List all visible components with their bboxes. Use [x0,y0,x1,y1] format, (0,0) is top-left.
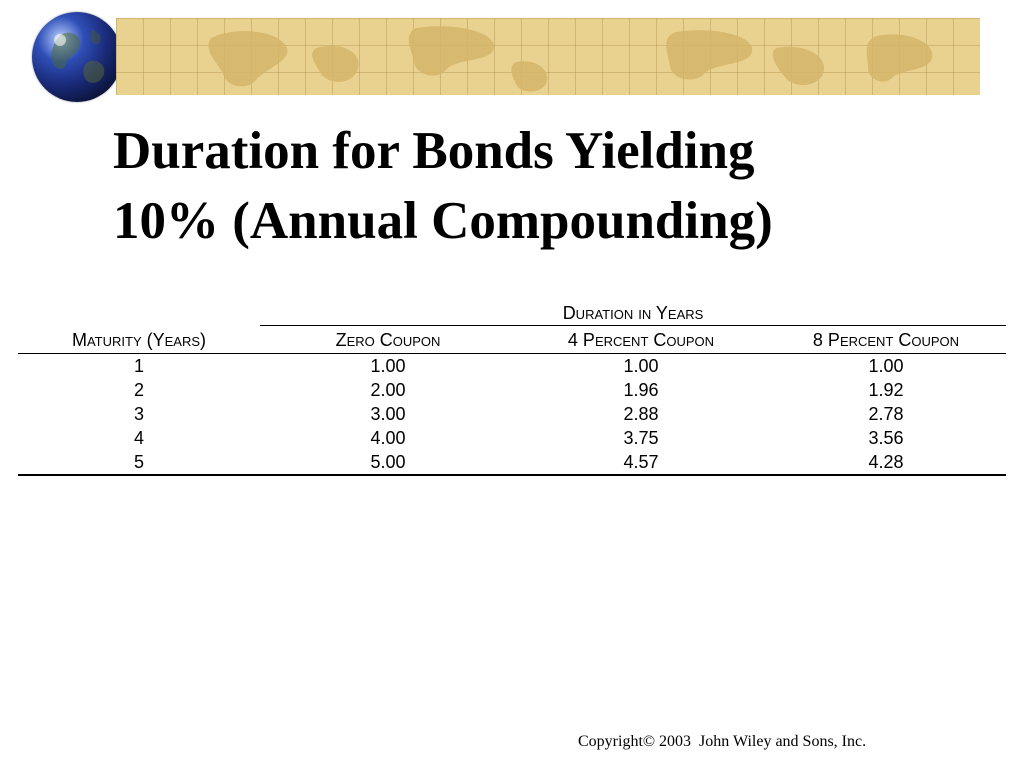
table-cell: 1.00 [370,356,406,376]
title-line-2: 10% (Annual Compounding) [113,192,773,250]
table-header-row [18,326,1006,354]
table-cell: 4.57 [516,450,766,475]
table-row [18,378,1006,402]
globe-icon [32,12,122,102]
table-group-header: Duration in Years [260,298,1006,326]
table-cell: 4 [133,428,144,448]
table-group-header-row [18,298,1006,326]
copyright-footer: Copyright© 2003 John Wiley and Sons, Inc. [578,733,867,750]
table-row [18,402,1006,426]
table-group-spacer [18,298,260,326]
table-row [18,354,1006,379]
table-cell: 3 [133,404,144,424]
table-cell: 3.56 [868,428,904,448]
table-row [18,450,1006,475]
table-header-maturity: Maturity (Years) [18,326,260,354]
table-cell: 2 [133,380,144,400]
table-cell: 1.00 [623,356,659,376]
table-cell: 2.88 [623,404,659,424]
table-cell: 1.96 [623,380,659,400]
table-header-4-percent-coupon: 4 Percent Coupon [516,326,766,354]
title-line-1: Duration for Bonds Yielding [113,122,755,180]
table-cell: 1 [133,356,144,376]
table-header-zero-coupon: Zero Coupon [260,326,516,354]
table-header-8-percent-coupon: 8 Percent Coupon [766,326,1006,354]
table-cell: 5 [18,450,260,475]
page-title [113,116,993,256]
table-row [18,426,1006,450]
world-map-banner [116,18,980,95]
table-cell: 2.78 [868,404,904,424]
table-cell: 1.00 [868,356,904,376]
table-cell: 1.92 [868,380,904,400]
duration-table [18,298,1006,476]
table-cell: 4.00 [370,428,406,448]
table-cell: 3.75 [623,428,659,448]
table-cell: 3.00 [370,404,406,424]
table-cell: 5.00 [260,450,516,475]
table-cell: 4.28 [766,450,1006,475]
table-cell: 2.00 [370,380,406,400]
